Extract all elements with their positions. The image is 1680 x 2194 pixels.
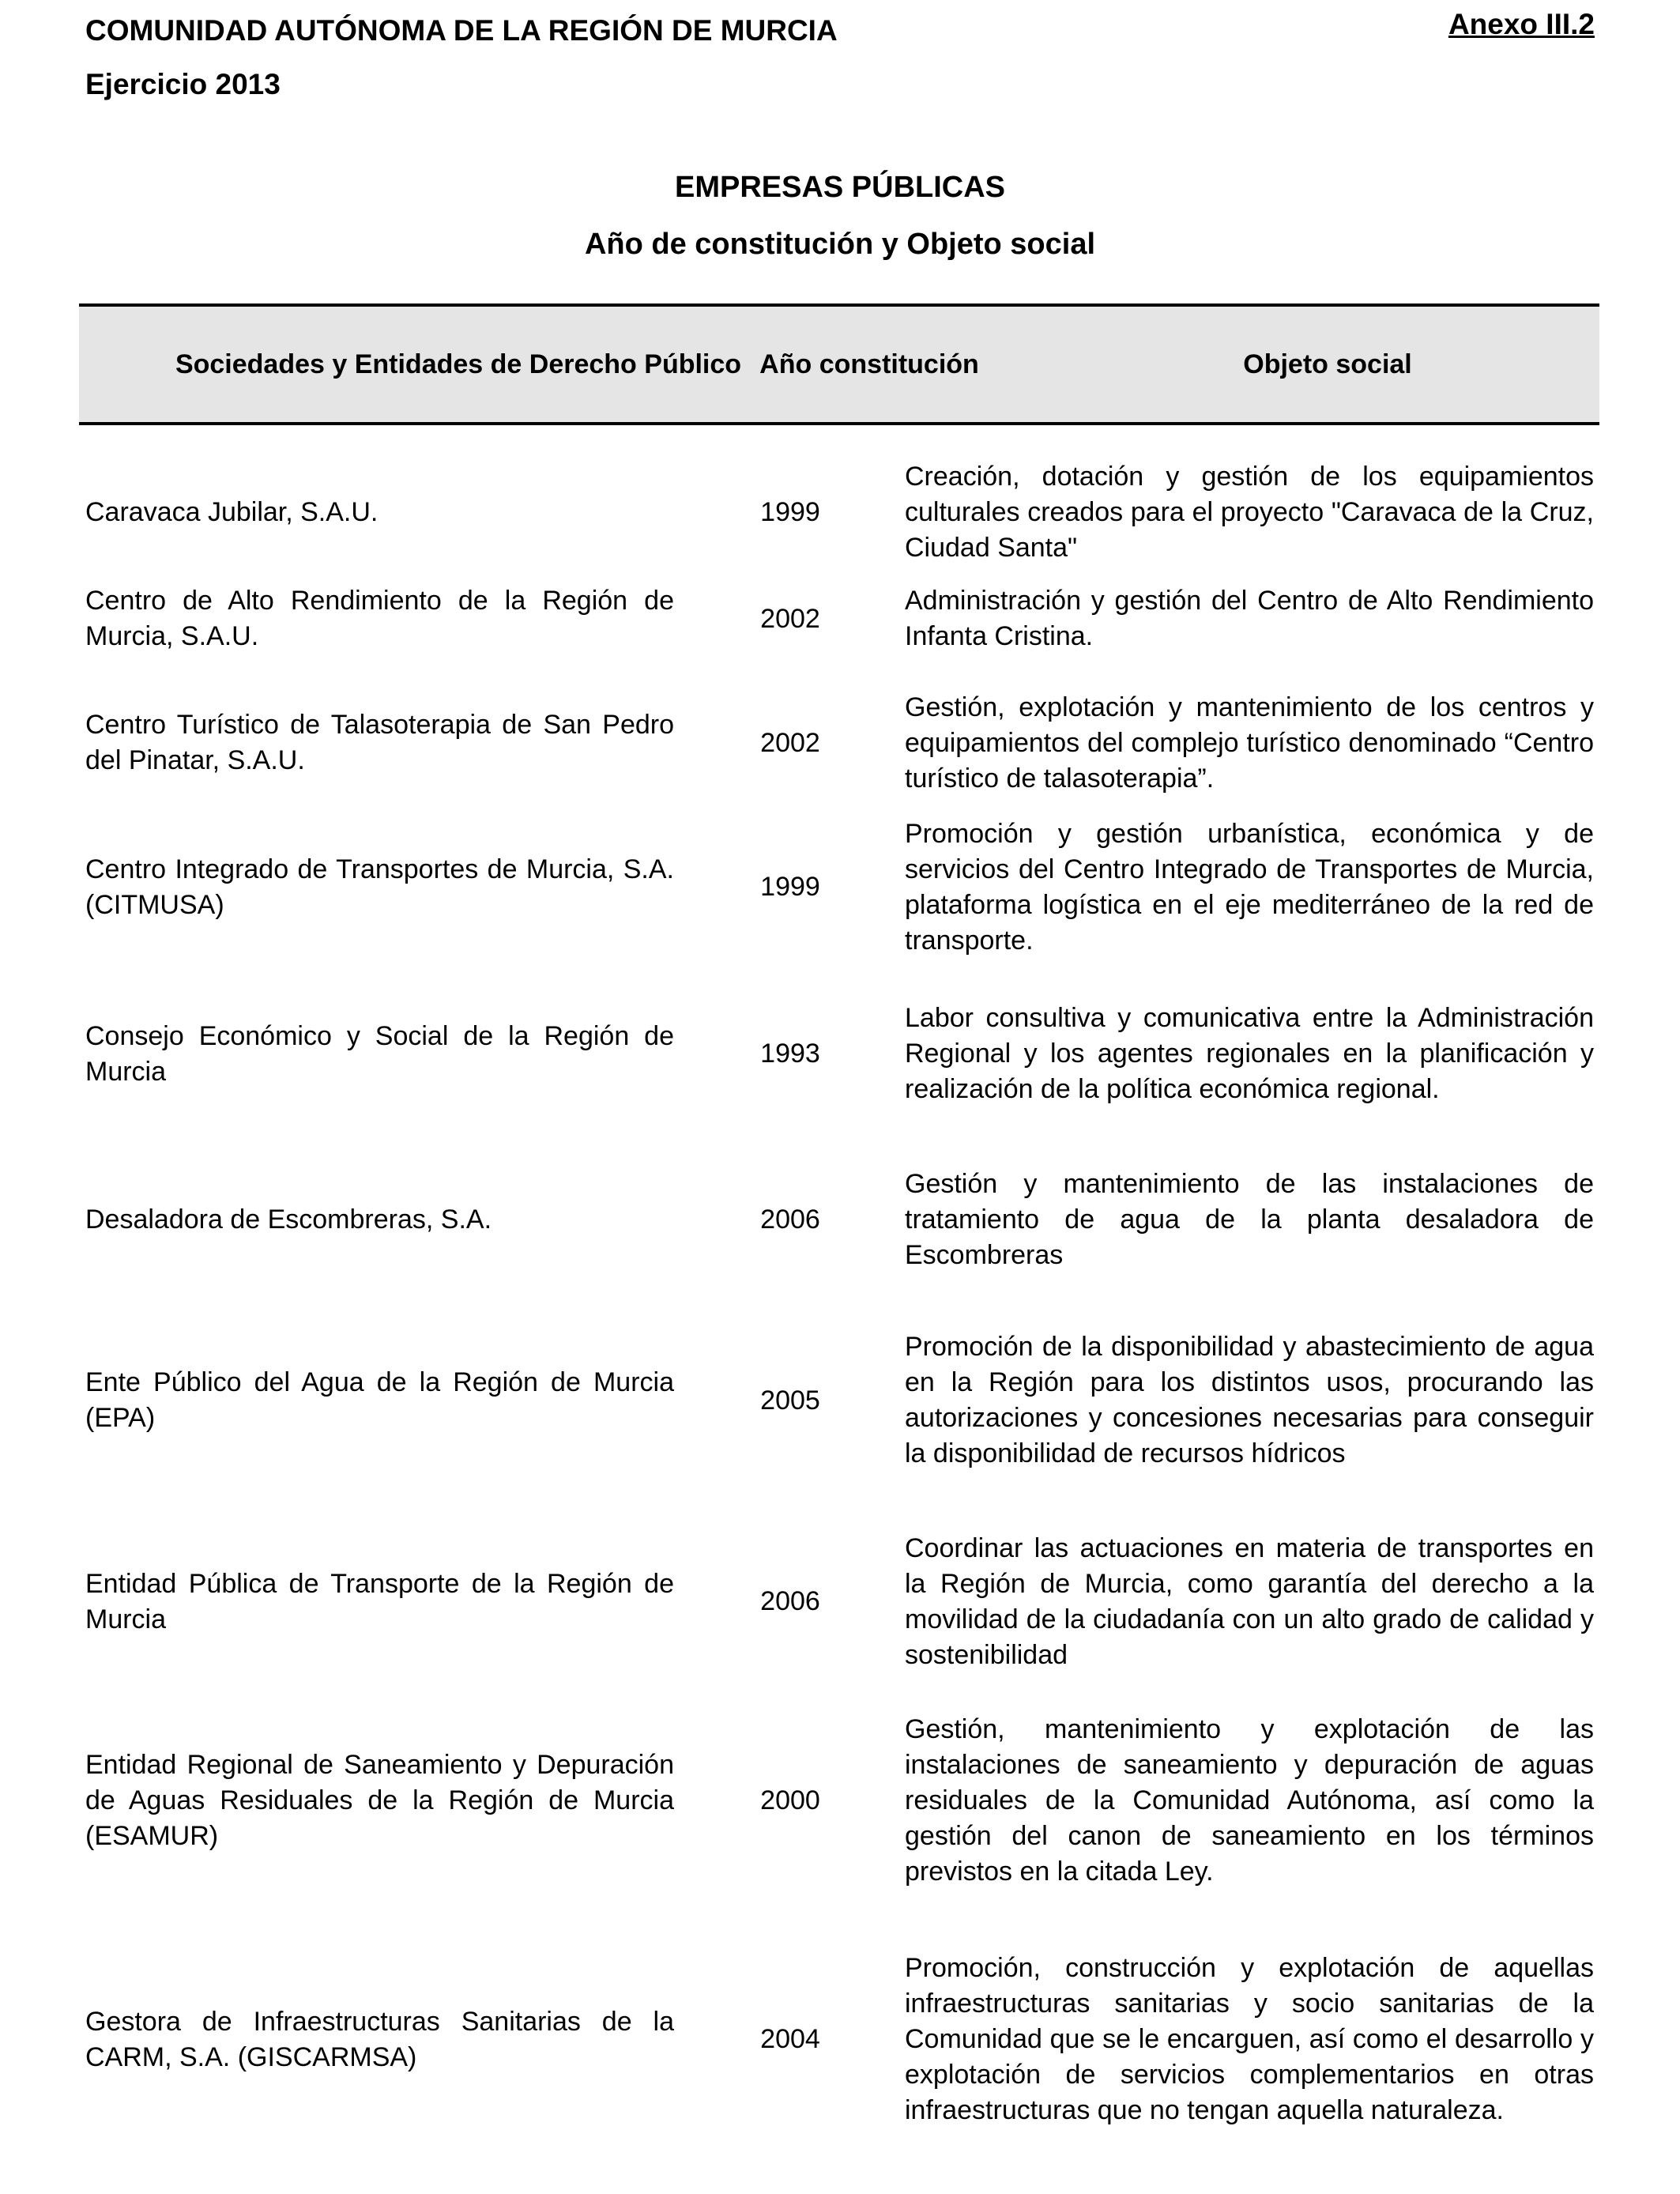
entity-purpose: Creación, dotación y gestión de los equipamientos culturales creados para el proyecto "Caravaca de la Cruz, Ciudad Santa": [905, 461, 1594, 563]
table-row: [0, 981, 1680, 1127]
table-row: [0, 1529, 1680, 1675]
entity-purpose: Gestión, explotación y mantenimiento de los centros y equipamientos del complejo turístico denominado “Centro turístico de talasoterapia”.: [905, 692, 1594, 794]
entity-name: Gestora de Infraestructuras Sanitarias de la CARM, S.A. (GISCARMSA): [85, 2006, 674, 2072]
entity-purpose: Promoción y gestión urbanística, económica y de servicios del Centro Integrado de Transportes de Murcia, plataforma logística en el eje mediterráneo de la red de transporte.: [905, 818, 1594, 956]
entity-year: 2002: [760, 603, 820, 634]
entity-year: 2004: [760, 2024, 820, 2054]
entity-purpose: Coordinar las actuaciones en materia de transportes en la Región de Murcia, como garantía del derecho a la movilidad de la ciudadanía con un alto grado de calidad y sostenibilidad: [905, 1532, 1594, 1670]
table-row: [0, 579, 1680, 658]
entity-year: 1993: [760, 1039, 820, 1069]
entity-year: 2005: [760, 1385, 820, 1416]
document-subtitle: Año de constitución y Objeto social: [584, 228, 1096, 261]
entity-year: 2006: [760, 1586, 820, 1616]
entity-year: 1999: [760, 872, 820, 902]
entity-purpose: Labor consultiva y comunicativa entre la Administración Regional y los agentes regionales en la planificación y realización de la política económica regional.: [905, 1003, 1594, 1104]
fiscal-year: Ejercicio 2013: [85, 68, 281, 100]
entity-name: Consejo Económico y Social de la Región de Murcia: [85, 1020, 674, 1087]
table-row: [0, 1710, 1680, 1891]
entity-purpose: Promoción, construcción y explotación de aquellas infraestructuras sanitarias y socio sanitarias de la Comunidad que se le encarguen, así como el desarrollo y explotación de servicios complementarios en otras infraestructuras que no tengan aquella naturaleza.: [905, 1953, 1594, 2125]
entity-year: 2000: [760, 1785, 820, 1815]
column-header-purpose: Objeto social: [1243, 349, 1412, 379]
organization-name: COMUNIDAD AUTÓNOMA DE LA REGIÓN DE MURCIA: [85, 14, 838, 47]
entity-purpose: Gestión, mantenimiento y explotación de las instalaciones de saneamiento y depuración de aguas residuales de la Comunidad Autónoma, así como la gestión del canon de saneamiento en los términos previstos en la citada Ley.: [905, 1713, 1594, 1887]
table-row: [0, 1310, 1680, 1491]
table-row: [0, 688, 1680, 798]
entity-name: Entidad Pública de Transporte de la Región de Murcia: [85, 1568, 674, 1634]
entity-name: Ente Público del Agua de la Región de Murcia (EPA): [85, 1367, 674, 1433]
entity-name: Desaladora de Escombreras, S.A.: [85, 1204, 492, 1235]
entity-purpose: Administración y gestión del Centro de Alto Rendimiento Infanta Cristina.: [905, 586, 1594, 651]
document-title: EMPRESAS PÚBLICAS: [674, 171, 1006, 204]
table-row: [0, 814, 1680, 960]
column-header-year: Año constitución: [759, 349, 979, 379]
entity-purpose: Promoción de la disponibilidad y abastecimiento de agua en la Región para los distintos usos, procurando las autorizaciones y concesiones necesarias para conseguir la disponibilidad de recursos hídricos: [905, 1332, 1594, 1468]
table-row: [0, 1164, 1680, 1275]
entity-name: Centro Integrado de Transportes de Murcia, S.A. (CITMUSA): [85, 854, 674, 920]
entity-name: Entidad Regional de Saneamiento y Depuración de Aguas Residuales de la Región de Murcia (ESAMUR): [85, 1749, 674, 1851]
annex-label: Anexo III.2: [1448, 8, 1595, 40]
column-header-name: Sociedades y Entidades de Derecho Público: [175, 349, 742, 379]
entity-name: Centro Turístico de Talasoterapia de San Pedro del Pinatar, S.A.U.: [85, 710, 674, 775]
entity-name: Caravaca Jubilar, S.A.U.: [85, 496, 379, 527]
entity-purpose: Gestión y mantenimiento de las instalaciones de tratamiento de agua de la planta desaladora de Escombreras: [905, 1168, 1594, 1270]
entity-name: Centro de Alto Rendimiento de la Región de Murcia, S.A.U.: [85, 586, 674, 651]
table-row: [0, 457, 1680, 567]
table-row: [0, 1931, 1680, 2148]
table-header: [79, 303, 1599, 425]
entity-year: 2002: [760, 727, 820, 758]
entity-year: 1999: [760, 496, 820, 527]
entity-year: 2006: [760, 1204, 820, 1235]
